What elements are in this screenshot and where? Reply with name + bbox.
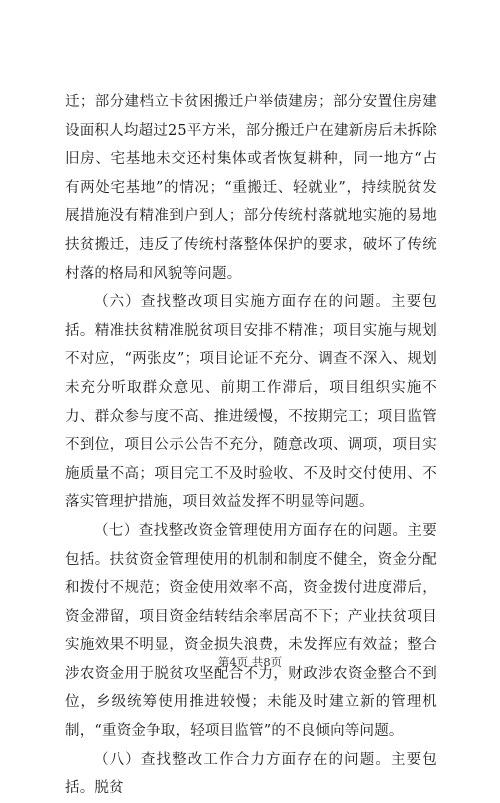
page-number-footer: 第4页 共8页 bbox=[217, 655, 283, 669]
paragraph-work-synergy: （八）查找整改工作合力方面存在的问题。主要包括。脱贫 bbox=[65, 751, 437, 797]
paragraph-project-implementation: （六）查找整改项目实施方面存在的问题。主要包括。精准扶贫精准脱贫项目安排不精准；项目实施与规划不对应，“两张皮”；项目论证不充分、调查不深入、规划未充分听取群众意见、前期工作滞后，项目组织实施不力、群众参与度不高、推进缓慢，不按期完工；项目监管不到位，项目公示公告不充分，随意改项、调项，项目实施质量不高；项目完工不及时验收、不及时交付使用、不落实管理护措施，项目效益发挥不明显等问题。 bbox=[65, 294, 437, 511]
paragraph-relocation-issues: 迁；部分建档立卡贫困搬迁户举债建房；部分安置住房建设面积人均超过25平方米，部分搬迁户在建新房后未拆除旧房、宅基地未交还村集体或者恢复耕种，同一地方“占有两处宅基地”的情况；“重搬迁、轻就业”，持续脱贫发展措施没有精准到户到人；部分传统村落就地实施的易地扶贫搬迁，违反了传统村落整体保护的要求，破坏了传统村落的格局和风貌等问题。 bbox=[65, 94, 437, 282]
document-body bbox=[65, 88, 437, 803]
paragraph-fund-management: （七）查找整改资金管理使用方面存在的问题。主要包括。扶贫资金管理使用的机制和制度不健全，资金分配和拨付不规范；资金使用效率不高，资金拨付进度滞后，资金滞留，项目资金结转结余率居高不下；产业扶贫项目实施效果不明显，资金损失浪费，未发挥应有效益；整合涉农资金用于脱贫攻坚配合不力，财政涉农资金整合不到位，乡级统筹使用推进较慢；未能及时建立新的管理机制，“重资金争取，轻项目监管”的不良倾向等问题。 bbox=[65, 522, 437, 740]
